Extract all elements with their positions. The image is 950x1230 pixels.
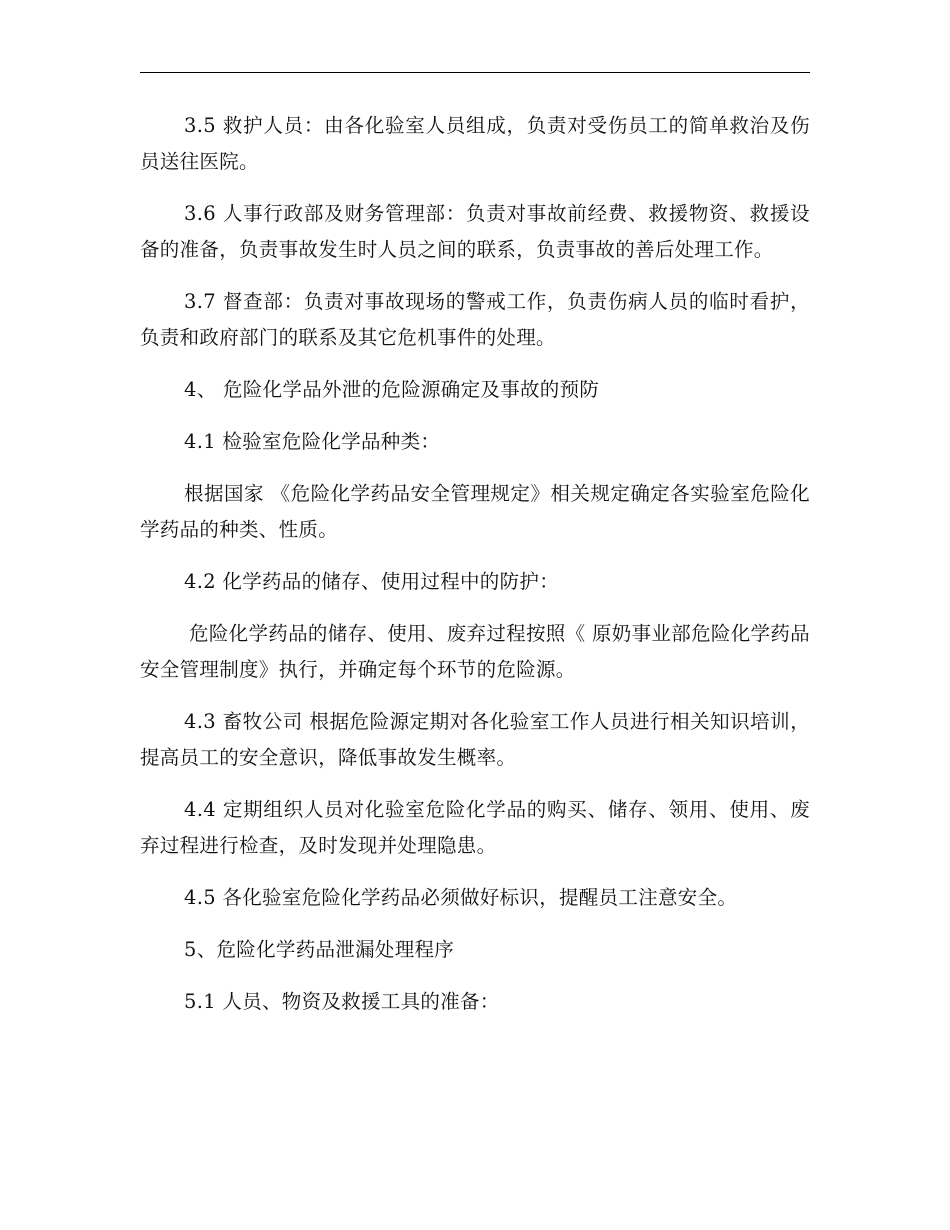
section-heading-4: 4、 危险化学品外泄的危险源确定及事故的预防: [184, 378, 600, 401]
paragraph-4-5: 4.5 各化验室危险化学药品必须做好标识，提醒员工注意安全。: [184, 886, 738, 909]
paragraph-4-1-body: 根据国家 《危险化学药品安全管理规定》相关规定确定各实验室危险化学药品的种类、性质。: [140, 482, 810, 541]
paragraph-5-1: 5.1 人员、物资及救援工具的准备：: [184, 990, 500, 1013]
paragraph-4-2: 4.2 化学药品的储存、使用过程中的防护：: [184, 570, 560, 593]
section-heading-5: 5、危险化学药品泄漏处理程序: [184, 938, 455, 961]
paragraph-3-5: 3.5 救护人员：由各化验室人员组成，负责对受伤员工的简单救治及伤员送往医院。: [140, 114, 810, 173]
paragraph-4-3: 4.3 畜牧公司 根据危险源定期对各化验室工作人员进行相关知识培训，提高员工的安全意识，降低事故发生概率。: [140, 710, 810, 769]
paragraph-4-2-body: 危险化学药品的储存、使用、废弃过程按照《 原奶事业部危险化学药品安全管理制度》执行，并确定每个环节的危险源。: [140, 622, 810, 681]
paragraph-4-4: 4.4 定期组织人员对化验室危险化学品的购买、储存、领用、使用、废弃过程进行检查，及时发现并处理隐患。: [140, 798, 810, 857]
paragraph-3-6: 3.6 人事行政部及财务管理部：负责对事故前经费、救援物资、救援设备的准备，负责事故发生时人员之间的联系，负责事故的善后处理工作。: [140, 202, 810, 261]
paragraph-3-7: 3.7 督查部：负责对事故现场的警戒工作，负责伤病人员的临时看护，负责和政府部门的联系及其它危机事件的处理。: [140, 290, 810, 349]
document-body: [140, 108, 810, 1036]
paragraph-4-1: 4.1 检验室危险化学品种类：: [184, 430, 441, 453]
header-rule: [140, 72, 810, 73]
